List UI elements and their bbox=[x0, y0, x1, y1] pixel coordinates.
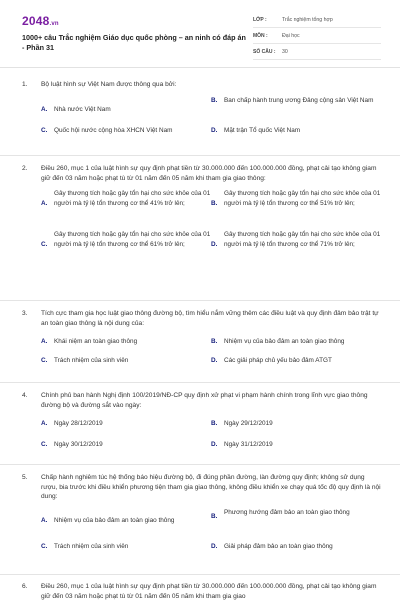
option-text: Ngày 30/12/2019 bbox=[54, 441, 103, 448]
option-d[interactable] bbox=[211, 356, 381, 366]
option-c[interactable] bbox=[41, 230, 211, 249]
divider bbox=[0, 464, 400, 465]
option-text: Nhiệm vụ của bảo đảm an toàn giao thông bbox=[54, 516, 175, 524]
option-a[interactable] bbox=[41, 189, 211, 208]
option-letter: D. bbox=[211, 240, 218, 248]
option-letter: B. bbox=[211, 199, 218, 207]
question-2 bbox=[22, 164, 382, 271]
divider bbox=[0, 300, 400, 301]
meta-table bbox=[253, 12, 381, 60]
question-number: 6. bbox=[22, 583, 28, 590]
option-text: Nhà nước Việt Nam bbox=[54, 105, 111, 113]
option-letter: D. bbox=[211, 441, 218, 448]
options bbox=[22, 334, 382, 366]
option-text: Nhiệm vụ của bảo đảm an toàn giao thông bbox=[224, 338, 345, 345]
option-d[interactable] bbox=[211, 126, 381, 136]
option-c[interactable] bbox=[41, 126, 211, 136]
option-b[interactable] bbox=[211, 96, 381, 106]
option-text: Gây thương tích hoặc gây tổn hại cho sức khỏe của 01 người mà tỷ lệ tổn thương cơ thể 41% trở lên; bbox=[54, 190, 211, 207]
option-text: Các giải pháp chủ yếu bảo đảm ATGT bbox=[224, 357, 332, 364]
option-text: Gây thương tích hoặc gây tổn hại cho sức khỏe của 01 người mà tỷ lệ tổn thương cơ thể 61% trở lên; bbox=[54, 231, 211, 248]
meta-value: Đại học bbox=[282, 32, 300, 39]
option-text: Khái niệm an toàn giao thông bbox=[54, 338, 138, 345]
question-stem bbox=[22, 164, 382, 183]
options bbox=[22, 416, 382, 448]
question-6 bbox=[22, 582, 382, 600]
option-letter: C. bbox=[41, 240, 48, 248]
option-text: Ngày 31/12/2019 bbox=[224, 441, 273, 448]
option-letter: D. bbox=[211, 542, 218, 550]
question-text: Điều 260, mục 1 của luật hình sự quy định phạt tiền từ 30.000.000 đến 100.000.000 đồng, phạt cải tạo không giam giữ đến 03 năm hoặc phạt tù từ 01 năm đến 05 năm khi tham gia giao bbox=[41, 583, 377, 600]
question-5 bbox=[22, 473, 382, 554]
option-b[interactable] bbox=[211, 337, 381, 347]
site-logo[interactable] bbox=[22, 14, 59, 28]
option-b[interactable] bbox=[211, 189, 381, 208]
option-d[interactable] bbox=[211, 230, 381, 249]
logo-tld: .vn bbox=[49, 21, 59, 27]
option-a[interactable] bbox=[41, 337, 211, 347]
question-stem bbox=[22, 309, 382, 328]
question-text: Chính phủ ban hành Nghị định 100/2019/NĐ-CP quy định xử phạt vi phạm hành chính trong lĩnh vực giao thông đường bộ và đường sắt vào ngày: bbox=[41, 392, 368, 409]
option-letter: A. bbox=[41, 516, 48, 524]
meta-key: SỐ CÂU : bbox=[253, 48, 276, 55]
question-number: 4. bbox=[22, 392, 28, 399]
option-text: Ban chấp hành trung ương Đảng cộng sản Việt Nam bbox=[224, 96, 374, 104]
option-c[interactable] bbox=[41, 356, 211, 366]
option-text: Phương hướng đảm bảo an toàn giao thông bbox=[224, 508, 350, 516]
question-text: Điều 260, mục 1 của luật hình sự quy định phạt tiền từ 30.000.000 đến 100.000.000 đồng, phạt cải tạo không giam giữ đến 03 năm hoặc phạt tù từ 01 năm đến 05 năm khi tham gia giao thông: bbox=[41, 165, 377, 182]
option-letter: A. bbox=[41, 420, 48, 427]
option-text: Ngày 28/12/2019 bbox=[54, 420, 103, 427]
meta-row-subject bbox=[253, 28, 381, 44]
options bbox=[22, 96, 382, 142]
option-c[interactable] bbox=[41, 440, 211, 450]
question-text: Tích cực tham gia học luật giao thông đường bộ, tìm hiểu nắm vững thêm các điều luật và quy định đảm bảo trật tự an toàn giao thông là nội dung của: bbox=[41, 310, 379, 327]
option-b[interactable] bbox=[211, 508, 361, 522]
option-text: Quốc hội nước cộng hòa XHCN Việt Nam bbox=[54, 126, 173, 134]
options bbox=[22, 189, 382, 271]
option-letter: B. bbox=[211, 420, 218, 427]
option-text: Gây thương tích hoặc gây tổn hại cho sức khỏe của 01 người mà tỷ lệ tổn thương cơ thể 51% trở lên; bbox=[224, 190, 381, 207]
option-text: Ngày 29/12/2019 bbox=[224, 420, 273, 427]
question-text: Bộ luật hình sự Việt Nam được thông qua bởi: bbox=[41, 81, 177, 88]
option-text: Gây thương tích hoặc gây tổn hại cho sức khỏe của 01 người mà tỷ lệ tổn thương cơ thể 71% trở lên; bbox=[224, 231, 381, 248]
question-stem bbox=[22, 473, 382, 502]
option-d[interactable] bbox=[211, 440, 381, 450]
option-text: Mặt trận Tổ quốc Việt Nam bbox=[224, 126, 301, 134]
question-number: 1. bbox=[22, 81, 28, 88]
option-a[interactable] bbox=[41, 105, 201, 115]
question-number: 3. bbox=[22, 310, 28, 317]
option-letter: C. bbox=[41, 441, 48, 448]
option-letter: B. bbox=[211, 96, 218, 104]
option-letter: B. bbox=[211, 338, 218, 345]
option-letter: B. bbox=[211, 512, 218, 520]
question-1 bbox=[22, 80, 382, 142]
option-text: Giải pháp đảm bảo an toàn giao thông bbox=[224, 542, 333, 550]
options bbox=[22, 508, 382, 554]
option-letter: C. bbox=[41, 357, 48, 364]
question-stem bbox=[22, 391, 382, 410]
divider bbox=[0, 155, 400, 156]
meta-value: Trắc nghiệm tổng hợp bbox=[282, 16, 333, 23]
option-letter: A. bbox=[41, 338, 48, 345]
question-number: 5. bbox=[22, 474, 28, 481]
option-letter: D. bbox=[211, 126, 218, 134]
divider bbox=[0, 574, 400, 575]
option-letter: A. bbox=[41, 105, 48, 113]
question-3 bbox=[22, 309, 382, 366]
document-header bbox=[0, 0, 400, 68]
question-text: Chấp hành nghiêm túc hệ thống báo hiệu đường bộ, đi đúng phần đường, làn đường quy định; không sử dụng rượu, bia trước khi điều khiển phương tiện tham gia giao thông, không điều khiển xe chạy quá tốc độ quy định là nội dung: bbox=[41, 474, 381, 500]
option-text: Trách nhiệm của sinh viên bbox=[54, 542, 129, 550]
option-letter: C. bbox=[41, 126, 48, 134]
option-text: Trách nhiệm của sinh viên bbox=[54, 357, 129, 364]
option-a[interactable] bbox=[41, 516, 211, 526]
meta-row-class bbox=[253, 12, 381, 28]
option-a[interactable] bbox=[41, 419, 211, 429]
option-b[interactable] bbox=[211, 419, 381, 429]
divider bbox=[0, 382, 400, 383]
question-number: 2. bbox=[22, 165, 28, 172]
meta-value: 30 bbox=[282, 48, 288, 55]
question-stem bbox=[22, 582, 382, 600]
option-d[interactable] bbox=[211, 542, 381, 552]
meta-key: MÔN : bbox=[253, 32, 268, 39]
logo-text: 2048 bbox=[22, 14, 50, 28]
question-stem bbox=[22, 80, 382, 90]
option-letter: D. bbox=[211, 357, 218, 364]
question-4 bbox=[22, 391, 382, 448]
page-title: 1000+ câu Trắc nghiệm Giáo dục quốc phòng – an ninh có đáp án - Phần 31 bbox=[22, 33, 246, 52]
option-letter: A. bbox=[41, 199, 48, 207]
meta-row-count bbox=[253, 44, 381, 60]
option-letter: C. bbox=[41, 542, 48, 550]
option-c[interactable] bbox=[41, 542, 211, 552]
meta-key: LỚP : bbox=[253, 16, 267, 23]
